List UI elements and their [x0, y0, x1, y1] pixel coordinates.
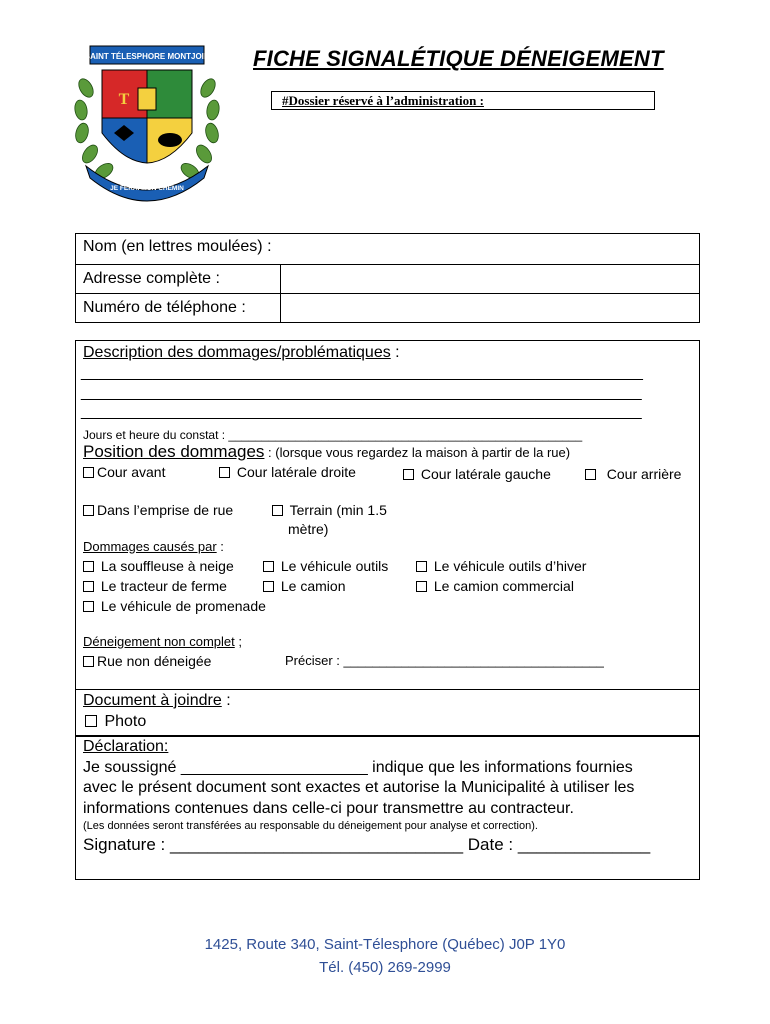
signature-label: Signature :: [83, 835, 170, 854]
checkbox-camion[interactable]: Le camion: [263, 578, 345, 594]
form-title: FICHE SIGNALÉTIQUE DÉNEIGEMENT: [253, 46, 664, 71]
phone-row: [76, 293, 699, 322]
checkbox-icon: [83, 656, 94, 667]
signature-line: _______________________________: [169, 835, 464, 854]
phone-field[interactable]: [281, 294, 699, 322]
damage-section: [75, 340, 700, 690]
municipal-crest: [72, 38, 222, 203]
signature-date-line: ______________: [517, 835, 651, 854]
description-line-2[interactable]: _______________________________________________________________: [81, 384, 642, 401]
checkbox-icon: [83, 467, 94, 478]
checkbox-cour-arriere[interactable]: Cour arrière: [585, 466, 681, 482]
checkbox-icon: [272, 505, 283, 516]
document-heading: Document à joindre :: [83, 692, 231, 709]
address-row: [76, 264, 699, 293]
declaration-note: (Les données seront transférées au responsable du déneigement pour analyse et correction).: [83, 820, 538, 832]
admin-dossier-field: [271, 91, 655, 110]
preciser-line: ____________________________________: [343, 653, 604, 668]
checkbox-tracteur[interactable]: Le tracteur de ferme: [83, 578, 227, 594]
checkbox-emprise-rue[interactable]: Dans l’emprise de rue: [83, 502, 233, 518]
name-row[interactable]: [76, 234, 699, 264]
crest-motto-text: JE FERAI MON CHEMIN: [110, 185, 184, 192]
checkbox-icon: [263, 561, 274, 572]
document-section: [75, 690, 700, 736]
name-label: Nom (en lettres moulées) :: [83, 238, 272, 255]
phone-label: Numéro de téléphone :: [83, 299, 246, 316]
svg-text:T: T: [118, 91, 130, 108]
date-label: Jours et heure du constat :: [83, 428, 229, 442]
declarant-name-line: _____________________: [180, 759, 368, 776]
date-line: _____________________________________________________: [228, 428, 583, 442]
checkbox-icon: [263, 581, 274, 592]
checkbox-icon: [83, 505, 94, 516]
incomplete-heading: Déneigement non complet ;: [83, 634, 242, 649]
checkbox-cour-avant[interactable]: Cour avant: [83, 464, 165, 480]
declaration-line-1[interactable]: Je soussigné _____________________ indique que les informations fournies: [83, 759, 633, 776]
checkbox-icon: [83, 581, 94, 592]
checkbox-camion-commercial[interactable]: Le camion commercial: [416, 578, 574, 594]
identity-table: [75, 233, 700, 323]
position-heading: Position des dommages : (lorsque vous regardez la maison à partir de la rue): [83, 442, 571, 461]
footer-phone: Tél. (450) 269-2999: [319, 959, 451, 976]
signature-row[interactable]: [83, 835, 650, 855]
footer-address: 1425, Route 340, Saint-Télesphore (Québec) J0P 1Y0: [204, 936, 566, 953]
preciser-row[interactable]: [285, 653, 604, 668]
signature-date-label: Date :: [463, 835, 518, 854]
checkbox-cour-laterale-droite[interactable]: Cour latérale droite: [219, 464, 356, 480]
declaration-line-3: informations contenues dans celle-ci pour transmettre au contracteur.: [83, 800, 574, 817]
checkbox-icon: [85, 715, 97, 727]
checkbox-icon: [416, 581, 427, 592]
checkbox-vehicule-outils[interactable]: Le véhicule outils: [263, 558, 388, 574]
declaration-section: [75, 736, 700, 880]
address-field[interactable]: [281, 265, 699, 293]
checkbox-cour-laterale-gauche[interactable]: Cour latérale gauche: [403, 466, 551, 482]
checkbox-icon: [219, 467, 230, 478]
description-line-3[interactable]: _______________________________________________________________: [81, 403, 642, 420]
checkbox-photo[interactable]: Photo: [85, 713, 146, 731]
description-line-1[interactable]: _______________________________________________________________: [81, 364, 643, 381]
address-label: Adresse complète :: [83, 270, 220, 287]
checkbox-icon: [83, 561, 94, 572]
checkbox-terrain[interactable]: Terrain (min 1.5: [272, 502, 387, 518]
declaration-heading: Déclaration:: [83, 738, 169, 755]
terrain-label-line2: mètre): [288, 521, 329, 537]
checkbox-icon: [403, 469, 414, 480]
caused-heading: Dommages causés par :: [83, 539, 224, 554]
crest-image: [72, 38, 222, 203]
checkbox-rue-non-deneigee[interactable]: Rue non déneigée: [83, 653, 211, 669]
checkbox-promenade[interactable]: Le véhicule de promenade: [83, 598, 266, 614]
checkbox-souffleuse[interactable]: La souffleuse à neige: [83, 558, 234, 574]
description-heading: Description des dommages/problématiques :: [83, 344, 400, 361]
date-row[interactable]: [83, 428, 582, 442]
declaration-line-2: avec le présent document sont exactes et autorise la Municipalité à utiliser les: [83, 779, 635, 796]
admin-dossier-label: #Dossier réservé à l’administration :: [282, 93, 484, 108]
checkbox-icon: [83, 601, 94, 612]
crest-banner-text: SAINT TÉLESPHORE MONTJOIE: [84, 52, 210, 61]
checkbox-icon: [416, 561, 427, 572]
checkbox-vehicule-outils-hiver[interactable]: Le véhicule outils d’hiver: [416, 558, 586, 574]
preciser-label: Préciser :: [285, 653, 344, 668]
checkbox-icon: [585, 469, 596, 480]
